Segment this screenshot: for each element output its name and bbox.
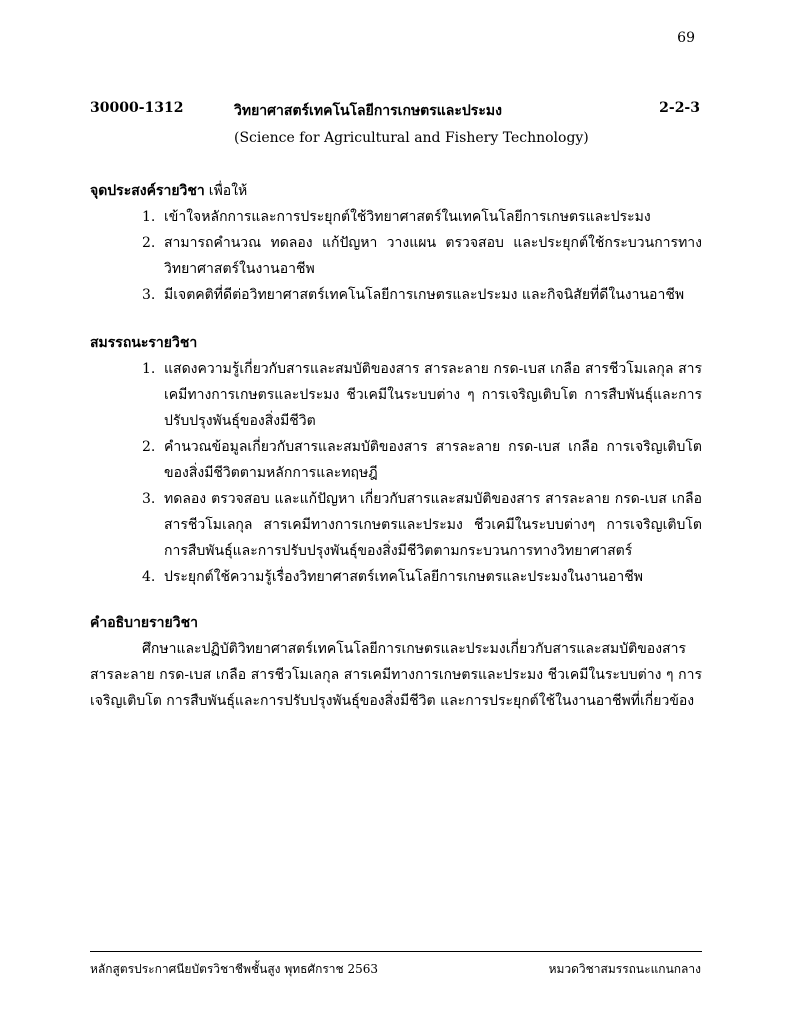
course-code: 30000-1312 <box>90 100 184 116</box>
objectives-intro: เพื่อให้ <box>208 183 248 199</box>
course-credits: 2-2-3 <box>659 100 700 116</box>
item-number: 1. <box>142 361 156 377</box>
item-text: ประยุกต์ใช้ความรู้เรื่องวิทยาศาสตร์เทคโนโลยีการเกษตรและประมงในงานอาชีพ <box>164 569 643 585</box>
footer-curriculum: หลักสูตรประกาศนียบัตรวิชาชีพชั้นสูง พุทธศักราช 2563 <box>90 962 379 976</box>
objective-item <box>90 230 702 282</box>
item-number: 4. <box>142 569 156 585</box>
objective-item <box>90 282 702 308</box>
objectives-heading-text: จุดประสงค์รายวิชา <box>90 183 205 199</box>
page-number: 69 <box>677 30 695 46</box>
item-text: มีเจตคติที่ดีต่อวิทยาศาสตร์เทคโนโลยีการเกษตรและประมง และกิจนิสัยที่ดีในงานอาชีพ <box>164 287 685 303</box>
description-heading: คำอธิบายรายวิชา <box>90 615 198 631</box>
item-number: 2. <box>142 235 156 251</box>
description-text: ศึกษาและปฏิบัติวิทยาศาสตร์เทคโนโลยีการเกษตรและประมงเกี่ยวกับสารและสมบัติของสาร สารละลาย กรด-เบส เกลือ สารชีวโมเลกุล สารเคมีทางการเกษตรและประมง ชีวเคมีในระบบต่าง ๆ การเจริญเติบโต การสืบพันธุ์และการปรับปรุงพันธุ์ของสิ่งมีชีวิต และการประยุกต์ใช้ในงานอาชีพที่เกี่ยวข้อง <box>90 641 702 709</box>
item-number: 3. <box>142 287 156 303</box>
item-number: 3. <box>142 491 156 507</box>
item-text: ทดลอง ตรวจสอบ และแก้ปัญหา เกี่ยวกับสารและสมบัติของสาร สารละลาย กรด-เบส เกลือ สารชีวโมเลกุล สารเคมีทางการเกษตรและประมง ชีวเคมีในระบบต่างๆ การเจริญเติบโต การสืบพันธุ์และการปรับปรุงพันธุ์ของสิ่งมีชีวิตตามกระบวนการทางวิทยาศาสตร์ <box>164 491 702 559</box>
objectives-heading <box>90 178 702 204</box>
course-title: วิทยาศาสตร์เทคโนโลยีการเกษตรและประมง <box>234 103 502 119</box>
footer-divider <box>90 951 702 952</box>
competency-item <box>90 434 702 486</box>
item-text: คำนวณข้อมูลเกี่ยวกับสารและสมบัติของสาร สารละลาย กรด-เบส เกลือ การเจริญเติบโตของสิ่งมีชีวิตตามหลักการและทฤษฎี <box>164 439 702 481</box>
item-text: เข้าใจหลักการและการประยุกต์ใช้วิทยาศาสตร์ในเทคโนโลยีการเกษตรและประมง <box>164 209 651 225</box>
document-body <box>90 178 702 714</box>
objectives-list <box>90 204 702 308</box>
item-number: 1. <box>142 209 156 225</box>
competency-item <box>90 356 702 434</box>
competencies-list <box>90 356 702 590</box>
course-english-title: (Science for Agricultural and Fishery Technology) <box>234 130 589 146</box>
footer-category: หมวดวิชาสมรรถนะแกนกลาง <box>548 962 701 976</box>
competency-item <box>90 564 702 590</box>
item-text: สามารถคำนวณ ทดลอง แก้ปัญหา วางแผน ตรวจสอบ และประยุกต์ใช้กระบวนการทางวิทยาศาสตร์ในงานอาชีพ <box>164 235 702 277</box>
objective-item <box>90 204 702 230</box>
competency-item <box>90 486 702 564</box>
item-text: แสดงความรู้เกี่ยวกับสารและสมบัติของสาร สารละลาย กรด-เบส เกลือ สารชีวโมเลกุล สารเคมีทางการเกษตรและประมง ชีวเคมีในระบบต่าง ๆ การเจริญเติบโต การสืบพันธุ์และการปรับปรุงพันธุ์ของสิ่งมีชีวิต <box>164 361 702 429</box>
item-number: 2. <box>142 439 156 455</box>
competencies-heading: สมรรถนะรายวิชา <box>90 335 198 351</box>
